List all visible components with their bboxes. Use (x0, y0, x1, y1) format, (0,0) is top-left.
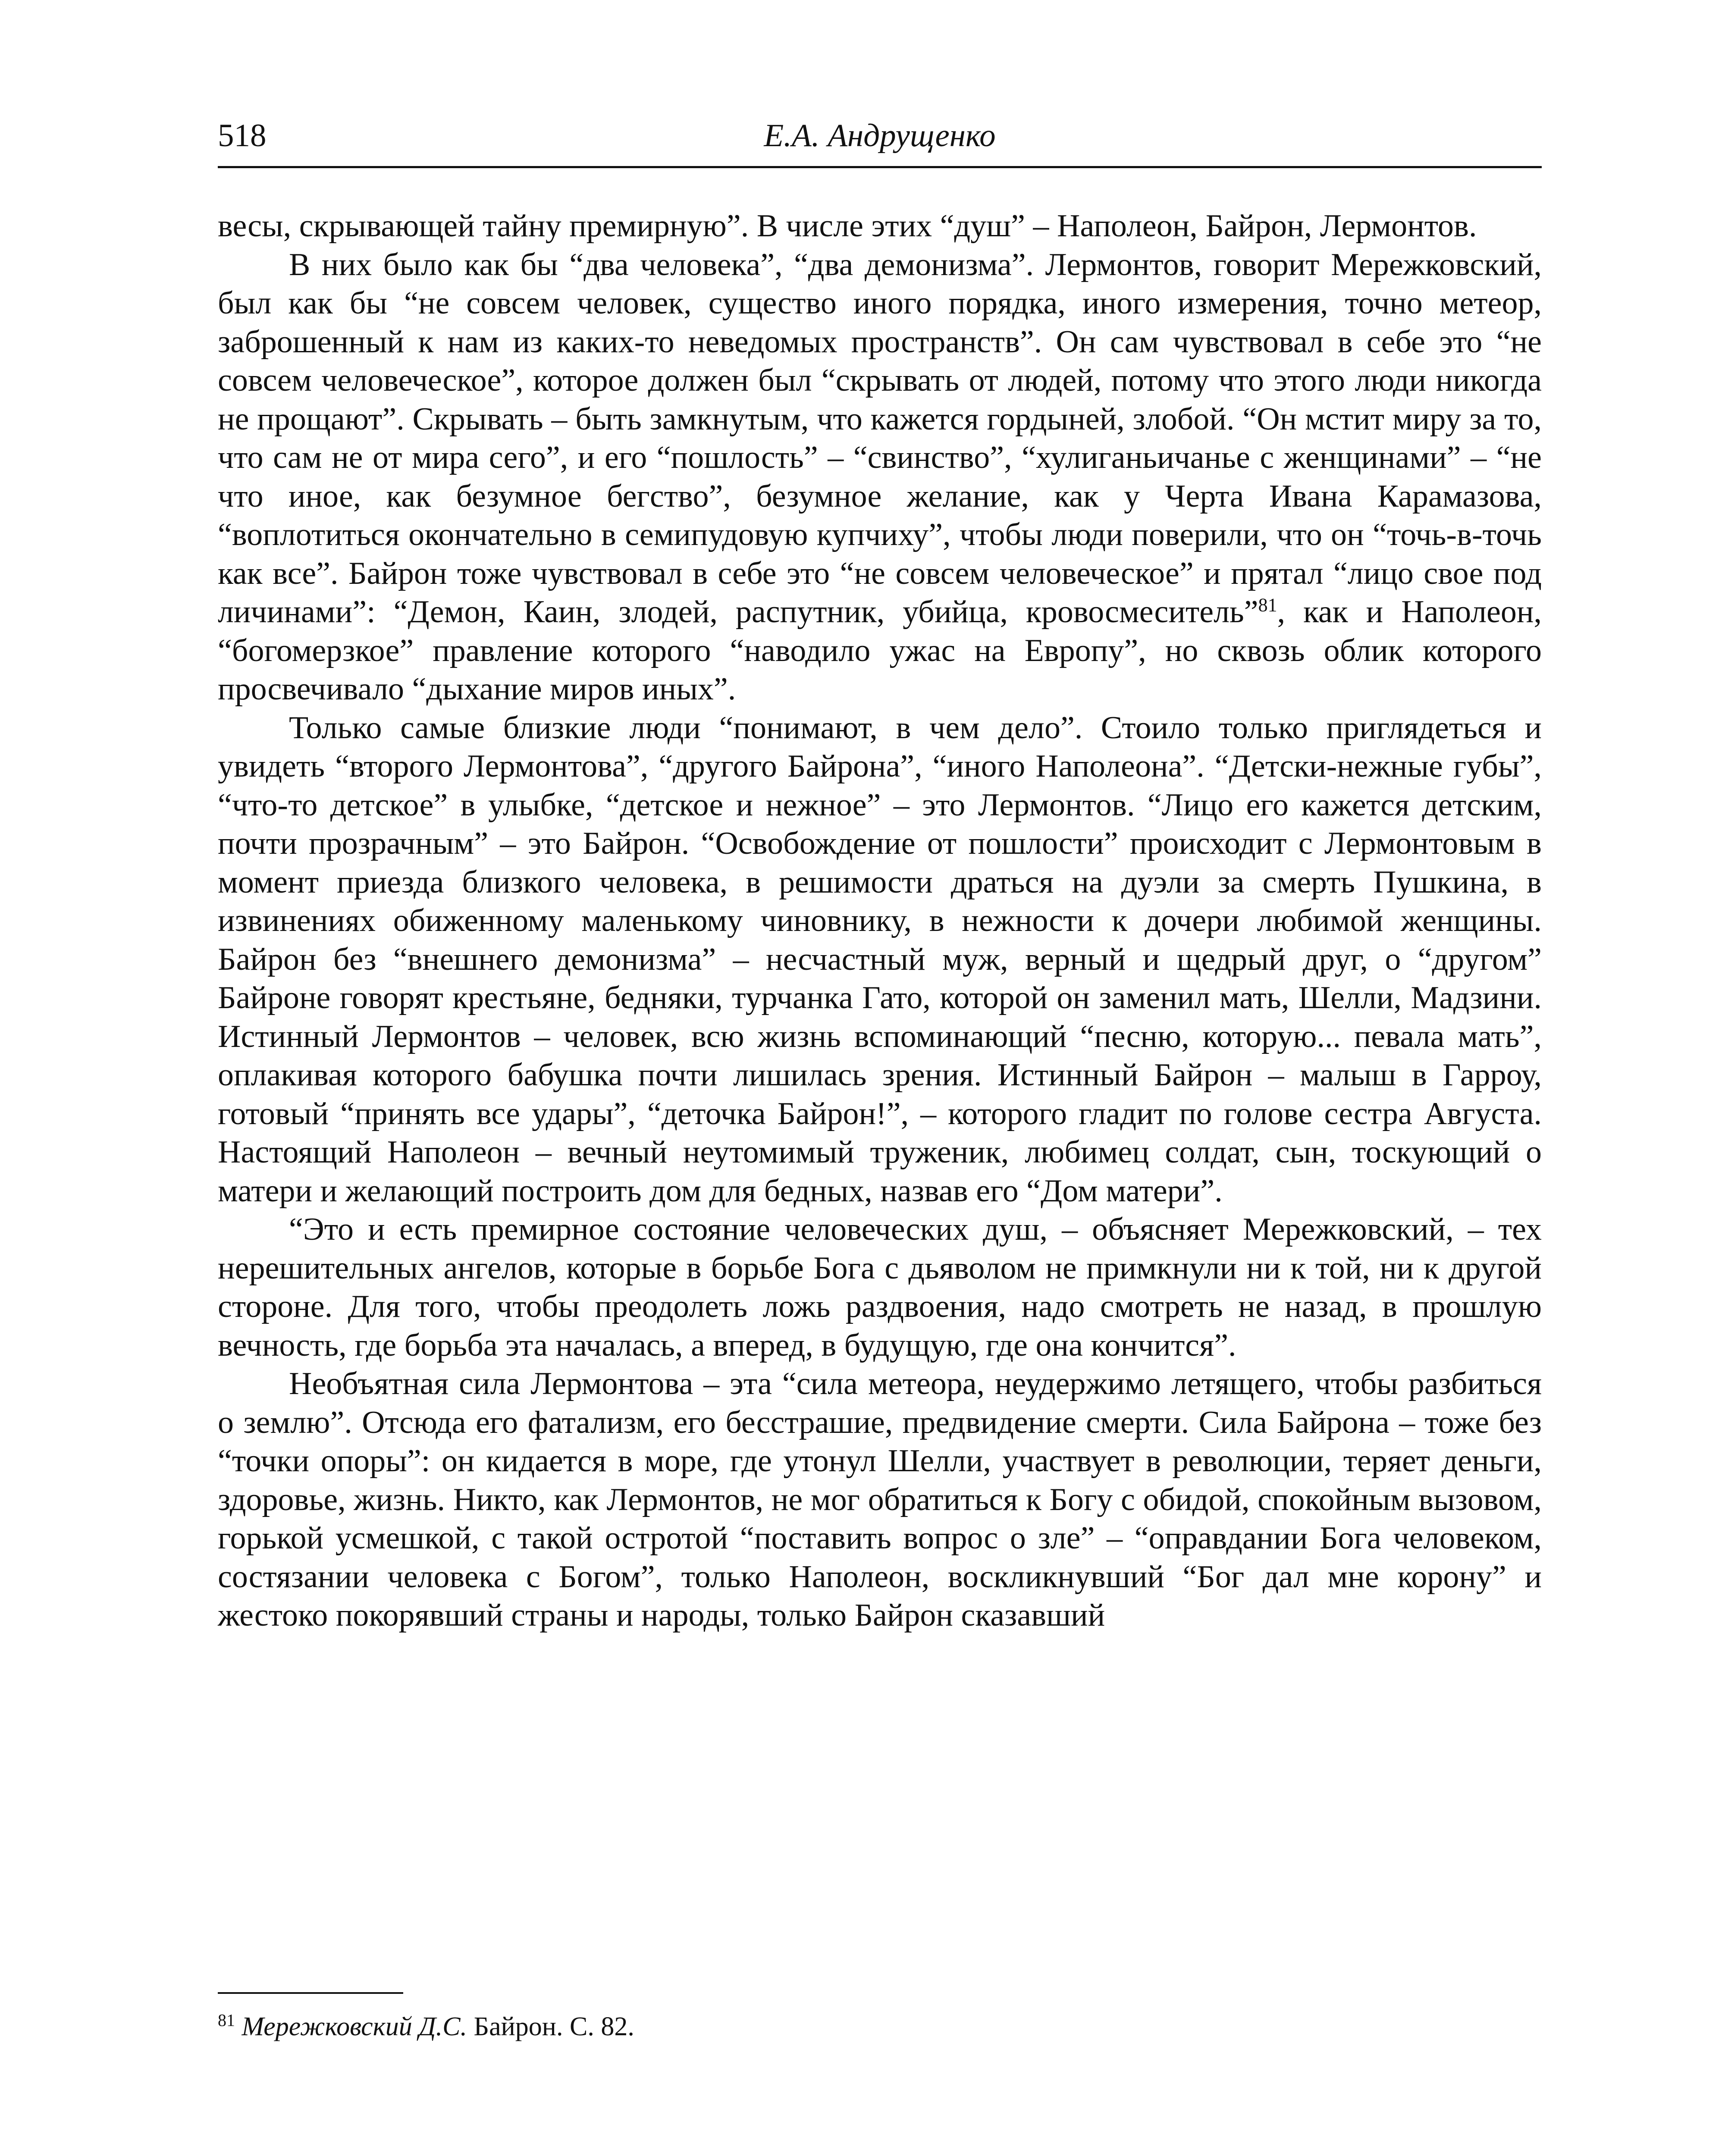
paragraph-4: “Это и есть премирное состояние человеческих душ, – объясняет Мережковский, – тех нерешительных ангелов, которые в борьбе Бога с дьяволом не примкнули ни к той, ни к другой стороне. Для того, чтобы преодолеть ложь раздвоения, надо смотреть не назад, в прошлую вечность, где борьба эта началась, а вперед, в будущую, где она кончится”. (218, 1212, 1542, 1363)
body-text (218, 207, 1542, 1635)
paragraph-2 (218, 246, 1542, 709)
page-number: 518 (218, 118, 267, 154)
paragraph-5: Необъятная сила Лермонтова – эта “сила метеора, неудержимо летящего, чтобы разбиться о землю”. Отсюда его фатализм, его бесстрашие, предвидение смерти. Сила Байрона – тоже без “точки опоры”: он кидается в море, где утонул Шелли, участвует в революции, теряет деньги, здоровье, жизнь. Никто, как Лермонтов, не мог обратиться к Богу с обидой, спокойным вызовом, горькой усмешкой, с такой остротой “поставить вопрос о зле” – “оправдании Бога человеком, состязании человека с Богом”, только Наполеон, воскликнувший “Бог дал мне корону” и жестоко покорявший страны и народы, только Байрон сказавший (218, 1366, 1542, 1633)
footnote-author: Мережковский Д.С. (242, 2012, 467, 2041)
footnote-mark: 81 (218, 2010, 235, 2030)
footnote-rule (218, 1992, 403, 1994)
paragraph-3: Только самые близкие люди “понимают, в чем дело”. Стоило только приглядеться и увидеть “второго Лермонтова”, “другого Байрона”, “иного Наполеона”. “Детски-нежные губы”, “что-то детское” в улыбке, “детское и нежное” – это Лермонтов. “Лицо его кажется детским, почти прозрачным” – это Байрон. “Освобождение от пошлости” происходит с Лермонтовым в момент приезда близкого человека, в решимости драться на дуэли за смерть Пушкина, в извинениях обиженному маленькому чиновнику, в нежности к дочери любимой женщины. Байрон без “внешнего демонизма” – несчастный муж, верный и щедрый друг, о “другом” Байроне говорят крестьяне, бедняки, турчанка Гато, которой он заменил мать, Шелли, Мадзини. Истинный Лермонтов – человек, всю жизнь вспоминающий “песню, которую... певала мать”, оплакивая которого бабушка почти лишилась зрения. Истинный Байрон – малыш в Гарроу, готовый “принять все удары”, “деточка Байрон!”, – которого гладит по голове сестра Августа. Настоящий Наполеон – вечный неутомимый труженик, любимец солдат, сын, тоскующий о матери и желающий построить дом для бедных, назвав его “Дом матери”. (218, 710, 1542, 1209)
footnote-text: Байрон. С. 82. (467, 2012, 634, 2041)
header-rule (218, 166, 1542, 168)
paragraph-2-text-after: , как и Наполеон, “богомерзкое” правление которого “наводило ужас на Европу”, но сквозь облик которого просвечивало “дыхание миров иных”. (218, 594, 1542, 707)
footnote (218, 2009, 1542, 2044)
page-header (218, 114, 1542, 157)
running-head: Е.А. Андрущенко (764, 118, 996, 154)
footnote-ref[interactable]: 81 (1258, 594, 1277, 616)
paragraph-2-text: В них было как бы “два человека”, “два демонизма”. Лермонтов, говорит Мережковский, был как бы “не совсем человек, существо иного порядка, иного измерения, точно метеор, заброшенный к нам из каких-то неведомых пространств”. Он сам чувствовал в себе это “не совсем человеческое”, которое должен был “скрывать от людей, потому что этого люди никогда не прощают”. Скрывать – быть замкнутым, что кажется гордыней, злобой. “Он мстит миру за то, что сам не от мира сего”, и его “пошлость” – “свинство”, “хулиганьичанье с женщинами” – “не что иное, как безумное бегство”, безумное желание, как у Черта Ивана Карамазова, “воплотиться окончательно в семипудовую купчиху”, чтобы люди поверили, что он “точь-в-точь как все”. Байрон тоже чувствовал в себе это “не совсем человеческое” и прятал “лицо свое под личинами”: “Демон, Каин, злодей, распутник, убийца, кровосмеситель” (218, 247, 1542, 630)
paragraph-1: весы, скрывающей тайну премирную”. В числе этих “душ” – Наполеон, Байрон, Лермонтов. (218, 208, 1477, 244)
